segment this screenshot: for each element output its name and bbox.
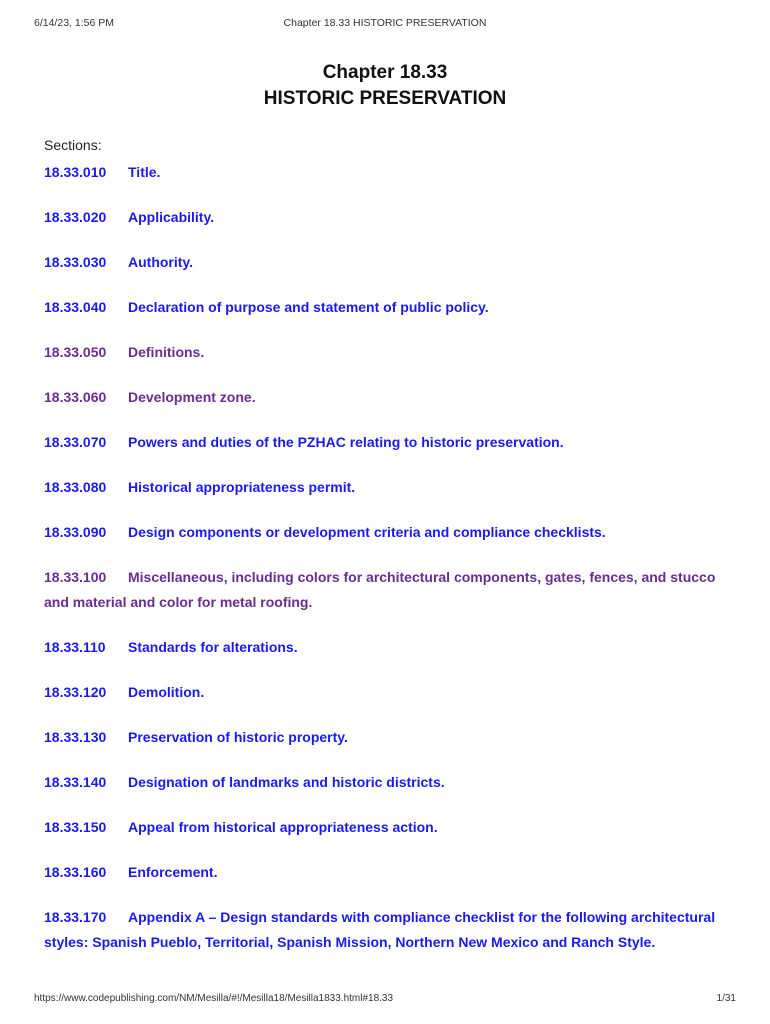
section-title: Designation of landmarks and historic districts. xyxy=(128,774,445,790)
section-title: Applicability. xyxy=(128,209,215,225)
section-title: Declaration of purpose and statement of public policy. xyxy=(128,299,489,315)
section-link[interactable] xyxy=(44,164,160,180)
section-item xyxy=(44,295,730,320)
section-link[interactable] xyxy=(44,299,489,315)
section-link[interactable] xyxy=(44,569,715,610)
section-number: 18.33.140 xyxy=(44,774,107,790)
section-title: Development zone. xyxy=(128,389,256,405)
page-url: https://www.codepublishing.com/NM/Mesilla/#!/Mesilla18/Mesilla1833.html#18.33 xyxy=(34,993,394,1004)
section-link[interactable] xyxy=(44,434,564,450)
section-number: 18.33.070 xyxy=(44,434,107,450)
section-item xyxy=(44,250,730,275)
section-item xyxy=(44,680,730,705)
section-item xyxy=(44,770,730,795)
section-title: Definitions. xyxy=(128,344,205,360)
section-number: 18.33.160 xyxy=(44,864,107,880)
section-item xyxy=(44,905,730,955)
section-number: 18.33.030 xyxy=(44,254,107,270)
sections-label: Sections: xyxy=(44,137,102,153)
section-number: 18.33.040 xyxy=(44,299,107,315)
section-item xyxy=(44,635,730,660)
section-item xyxy=(44,565,730,615)
section-title: Design components or development criteria and compliance checklists. xyxy=(128,524,606,540)
section-number: 18.33.050 xyxy=(44,344,107,360)
section-link[interactable] xyxy=(44,209,214,225)
section-title: Appendix A – Design standards with compliance checklist for the following architectural styles: Spanish Pueblo, Territorial, Spanish Mission, Northern New Mexico and Ranch Style. xyxy=(44,909,716,950)
section-item xyxy=(44,860,730,885)
section-number: 18.33.110 xyxy=(44,639,106,655)
chapter-heading: HISTORIC PRESERVATION xyxy=(263,88,507,109)
print-date: 6/14/23, 1:56 PM xyxy=(34,17,114,29)
chapter-title-block xyxy=(0,60,770,112)
chapter-number: Chapter 18.33 xyxy=(322,62,448,83)
section-link[interactable] xyxy=(44,819,438,835)
print-footer xyxy=(34,993,736,1007)
section-number: 18.33.100 xyxy=(44,569,107,585)
section-link[interactable] xyxy=(44,774,445,790)
print-document-title: Chapter 18.33 HISTORIC PRESERVATION xyxy=(283,17,487,29)
section-item xyxy=(44,205,730,230)
section-link[interactable] xyxy=(44,524,606,540)
section-link[interactable] xyxy=(44,909,715,950)
page-number: 1/31 xyxy=(716,993,736,1004)
sections-list xyxy=(44,160,730,975)
section-title: Authority. xyxy=(128,254,194,270)
section-number: 18.33.090 xyxy=(44,524,107,540)
section-number: 18.33.170 xyxy=(44,909,107,925)
section-link[interactable] xyxy=(44,389,256,405)
section-link[interactable] xyxy=(44,479,355,495)
section-link[interactable] xyxy=(44,684,204,700)
section-title: Powers and duties of the PZHAC relating to historic preservation. xyxy=(128,434,564,450)
section-title: Standards for alterations. xyxy=(128,639,298,655)
section-item xyxy=(44,430,730,455)
section-number: 18.33.150 xyxy=(44,819,107,835)
section-number: 18.33.060 xyxy=(44,389,107,405)
section-number: 18.33.080 xyxy=(44,479,107,495)
section-number: 18.33.120 xyxy=(44,684,107,700)
section-item xyxy=(44,160,730,185)
section-title: Appeal from historical appropriateness action. xyxy=(128,819,438,835)
section-item xyxy=(44,815,730,840)
section-number: 18.33.010 xyxy=(44,164,107,180)
section-item xyxy=(44,725,730,750)
section-title: Preservation of historic property. xyxy=(128,729,348,745)
section-link[interactable] xyxy=(44,864,217,880)
section-title: Enforcement. xyxy=(128,864,218,880)
section-link[interactable] xyxy=(44,639,298,655)
section-item xyxy=(44,385,730,410)
section-number: 18.33.130 xyxy=(44,729,107,745)
print-header xyxy=(34,17,736,33)
section-title: Demolition. xyxy=(128,684,205,700)
section-link[interactable] xyxy=(44,254,193,270)
section-title: Miscellaneous, including colors for architectural components, gates, fences, and stucco and material and color for metal roofing. xyxy=(44,569,716,610)
section-item xyxy=(44,475,730,500)
section-number: 18.33.020 xyxy=(44,209,107,225)
section-title: Historical appropriateness permit. xyxy=(128,479,356,495)
section-item xyxy=(44,520,730,545)
section-title: Title. xyxy=(128,164,161,180)
section-link[interactable] xyxy=(44,344,204,360)
section-item xyxy=(44,340,730,365)
section-link[interactable] xyxy=(44,729,348,745)
